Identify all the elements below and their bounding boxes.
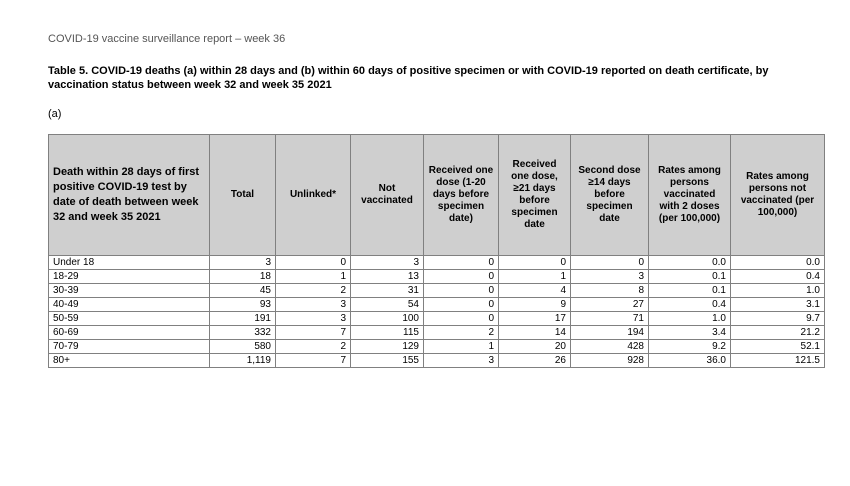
- deaths-by-vaccination-table: [48, 134, 825, 368]
- age-group-cell: 50-59: [49, 312, 210, 326]
- second-dose-cell: 71: [571, 312, 649, 326]
- age-group-cell: Under 18: [49, 256, 210, 270]
- one-dose-1-20-days-cell: 0: [424, 256, 499, 270]
- total-cell: 18: [210, 270, 276, 284]
- running-header: COVID-19 vaccine surveillance report – week 36: [48, 33, 286, 45]
- total-cell: 45: [210, 284, 276, 298]
- age-group-cell: 60-69: [49, 326, 210, 340]
- rate-vaccinated-cell: 9.2: [649, 340, 731, 354]
- table-header: [49, 135, 825, 256]
- rate-vaccinated-cell: 0.1: [649, 284, 731, 298]
- one-dose-21-days-cell: 1: [499, 270, 571, 284]
- header-total: Total: [210, 135, 276, 256]
- one-dose-21-days-cell: 17: [499, 312, 571, 326]
- header-age-group: Death within 28 days of first positive COVID-19 test by date of death between week 32 and week 35 2021: [49, 135, 210, 256]
- total-cell: 580: [210, 340, 276, 354]
- rate-vaccinated-cell: 36.0: [649, 354, 731, 368]
- total-cell: 1,119: [210, 354, 276, 368]
- second-dose-cell: 8: [571, 284, 649, 298]
- rate-vaccinated-cell: 0.1: [649, 270, 731, 284]
- rate-not-vaccinated-cell: 0.0: [731, 256, 825, 270]
- second-dose-cell: 3: [571, 270, 649, 284]
- total-cell: 3: [210, 256, 276, 270]
- rate-not-vaccinated-cell: 21.2: [731, 326, 825, 340]
- header-rate-not-vaccinated: Rates among persons not vaccinated (per 100,000): [731, 135, 825, 256]
- total-cell: 93: [210, 298, 276, 312]
- unlinked-cell: 3: [276, 312, 351, 326]
- header-not-vaccinated: Not vaccinated: [351, 135, 424, 256]
- rate-not-vaccinated-cell: 0.4: [731, 270, 825, 284]
- age-group-cell: 80+: [49, 354, 210, 368]
- one-dose-21-days-cell: 14: [499, 326, 571, 340]
- unlinked-cell: 2: [276, 284, 351, 298]
- rate-vaccinated-cell: 0.4: [649, 298, 731, 312]
- second-dose-cell: 0: [571, 256, 649, 270]
- table-row: [49, 298, 825, 312]
- not-vaccinated-cell: 13: [351, 270, 424, 284]
- header-unlinked: Unlinked*: [276, 135, 351, 256]
- rate-vaccinated-cell: 0.0: [649, 256, 731, 270]
- one-dose-1-20-days-cell: 0: [424, 270, 499, 284]
- second-dose-cell: 928: [571, 354, 649, 368]
- unlinked-cell: 7: [276, 354, 351, 368]
- one-dose-1-20-days-cell: 0: [424, 312, 499, 326]
- not-vaccinated-cell: 3: [351, 256, 424, 270]
- table-row: [49, 312, 825, 326]
- second-dose-cell: 428: [571, 340, 649, 354]
- table-row: [49, 354, 825, 368]
- one-dose-1-20-days-cell: 1: [424, 340, 499, 354]
- table-body: [49, 256, 825, 368]
- table-row: [49, 284, 825, 298]
- table-row: [49, 256, 825, 270]
- one-dose-1-20-days-cell: 0: [424, 298, 499, 312]
- table-row: [49, 340, 825, 354]
- not-vaccinated-cell: 100: [351, 312, 424, 326]
- one-dose-1-20-days-cell: 2: [424, 326, 499, 340]
- one-dose-21-days-cell: 0: [499, 256, 571, 270]
- one-dose-1-20-days-cell: 3: [424, 354, 499, 368]
- rate-not-vaccinated-cell: 121.5: [731, 354, 825, 368]
- age-group-cell: 30-39: [49, 284, 210, 298]
- not-vaccinated-cell: 129: [351, 340, 424, 354]
- one-dose-21-days-cell: 20: [499, 340, 571, 354]
- table-title: Table 5. COVID-19 deaths (a) within 28 days and (b) within 60 days of positive specimen or with COVID-19 reported on death certificate, by vaccination status between week 32 and week 35 2021: [48, 65, 769, 91]
- age-group-cell: 18-29: [49, 270, 210, 284]
- rate-vaccinated-cell: 3.4: [649, 326, 731, 340]
- header-second-dose: Second dose ≥14 days before specimen date: [571, 135, 649, 256]
- one-dose-21-days-cell: 4: [499, 284, 571, 298]
- part-label: (a): [48, 108, 62, 120]
- unlinked-cell: 7: [276, 326, 351, 340]
- second-dose-cell: 194: [571, 326, 649, 340]
- not-vaccinated-cell: 155: [351, 354, 424, 368]
- total-cell: 191: [210, 312, 276, 326]
- rate-not-vaccinated-cell: 3.1: [731, 298, 825, 312]
- table-row: [49, 326, 825, 340]
- header-row: [49, 135, 825, 256]
- rate-not-vaccinated-cell: 52.1: [731, 340, 825, 354]
- table-row: [49, 270, 825, 284]
- one-dose-21-days-cell: 9: [499, 298, 571, 312]
- age-group-cell: 40-49: [49, 298, 210, 312]
- header-rate-vaccinated: Rates among persons vaccinated with 2 doses (per 100,000): [649, 135, 731, 256]
- not-vaccinated-cell: 115: [351, 326, 424, 340]
- age-group-cell: 70-79: [49, 340, 210, 354]
- one-dose-1-20-days-cell: 0: [424, 284, 499, 298]
- rate-not-vaccinated-cell: 9.7: [731, 312, 825, 326]
- rate-vaccinated-cell: 1.0: [649, 312, 731, 326]
- not-vaccinated-cell: 54: [351, 298, 424, 312]
- not-vaccinated-cell: 31: [351, 284, 424, 298]
- unlinked-cell: 2: [276, 340, 351, 354]
- header-one-dose-1-20-days: Received one dose (1-20 days before specimen date): [424, 135, 499, 256]
- header-one-dose-21-days: Received one dose, ≥21 days before specimen date: [499, 135, 571, 256]
- second-dose-cell: 27: [571, 298, 649, 312]
- total-cell: 332: [210, 326, 276, 340]
- unlinked-cell: 0: [276, 256, 351, 270]
- unlinked-cell: 1: [276, 270, 351, 284]
- one-dose-21-days-cell: 26: [499, 354, 571, 368]
- rate-not-vaccinated-cell: 1.0: [731, 284, 825, 298]
- unlinked-cell: 3: [276, 298, 351, 312]
